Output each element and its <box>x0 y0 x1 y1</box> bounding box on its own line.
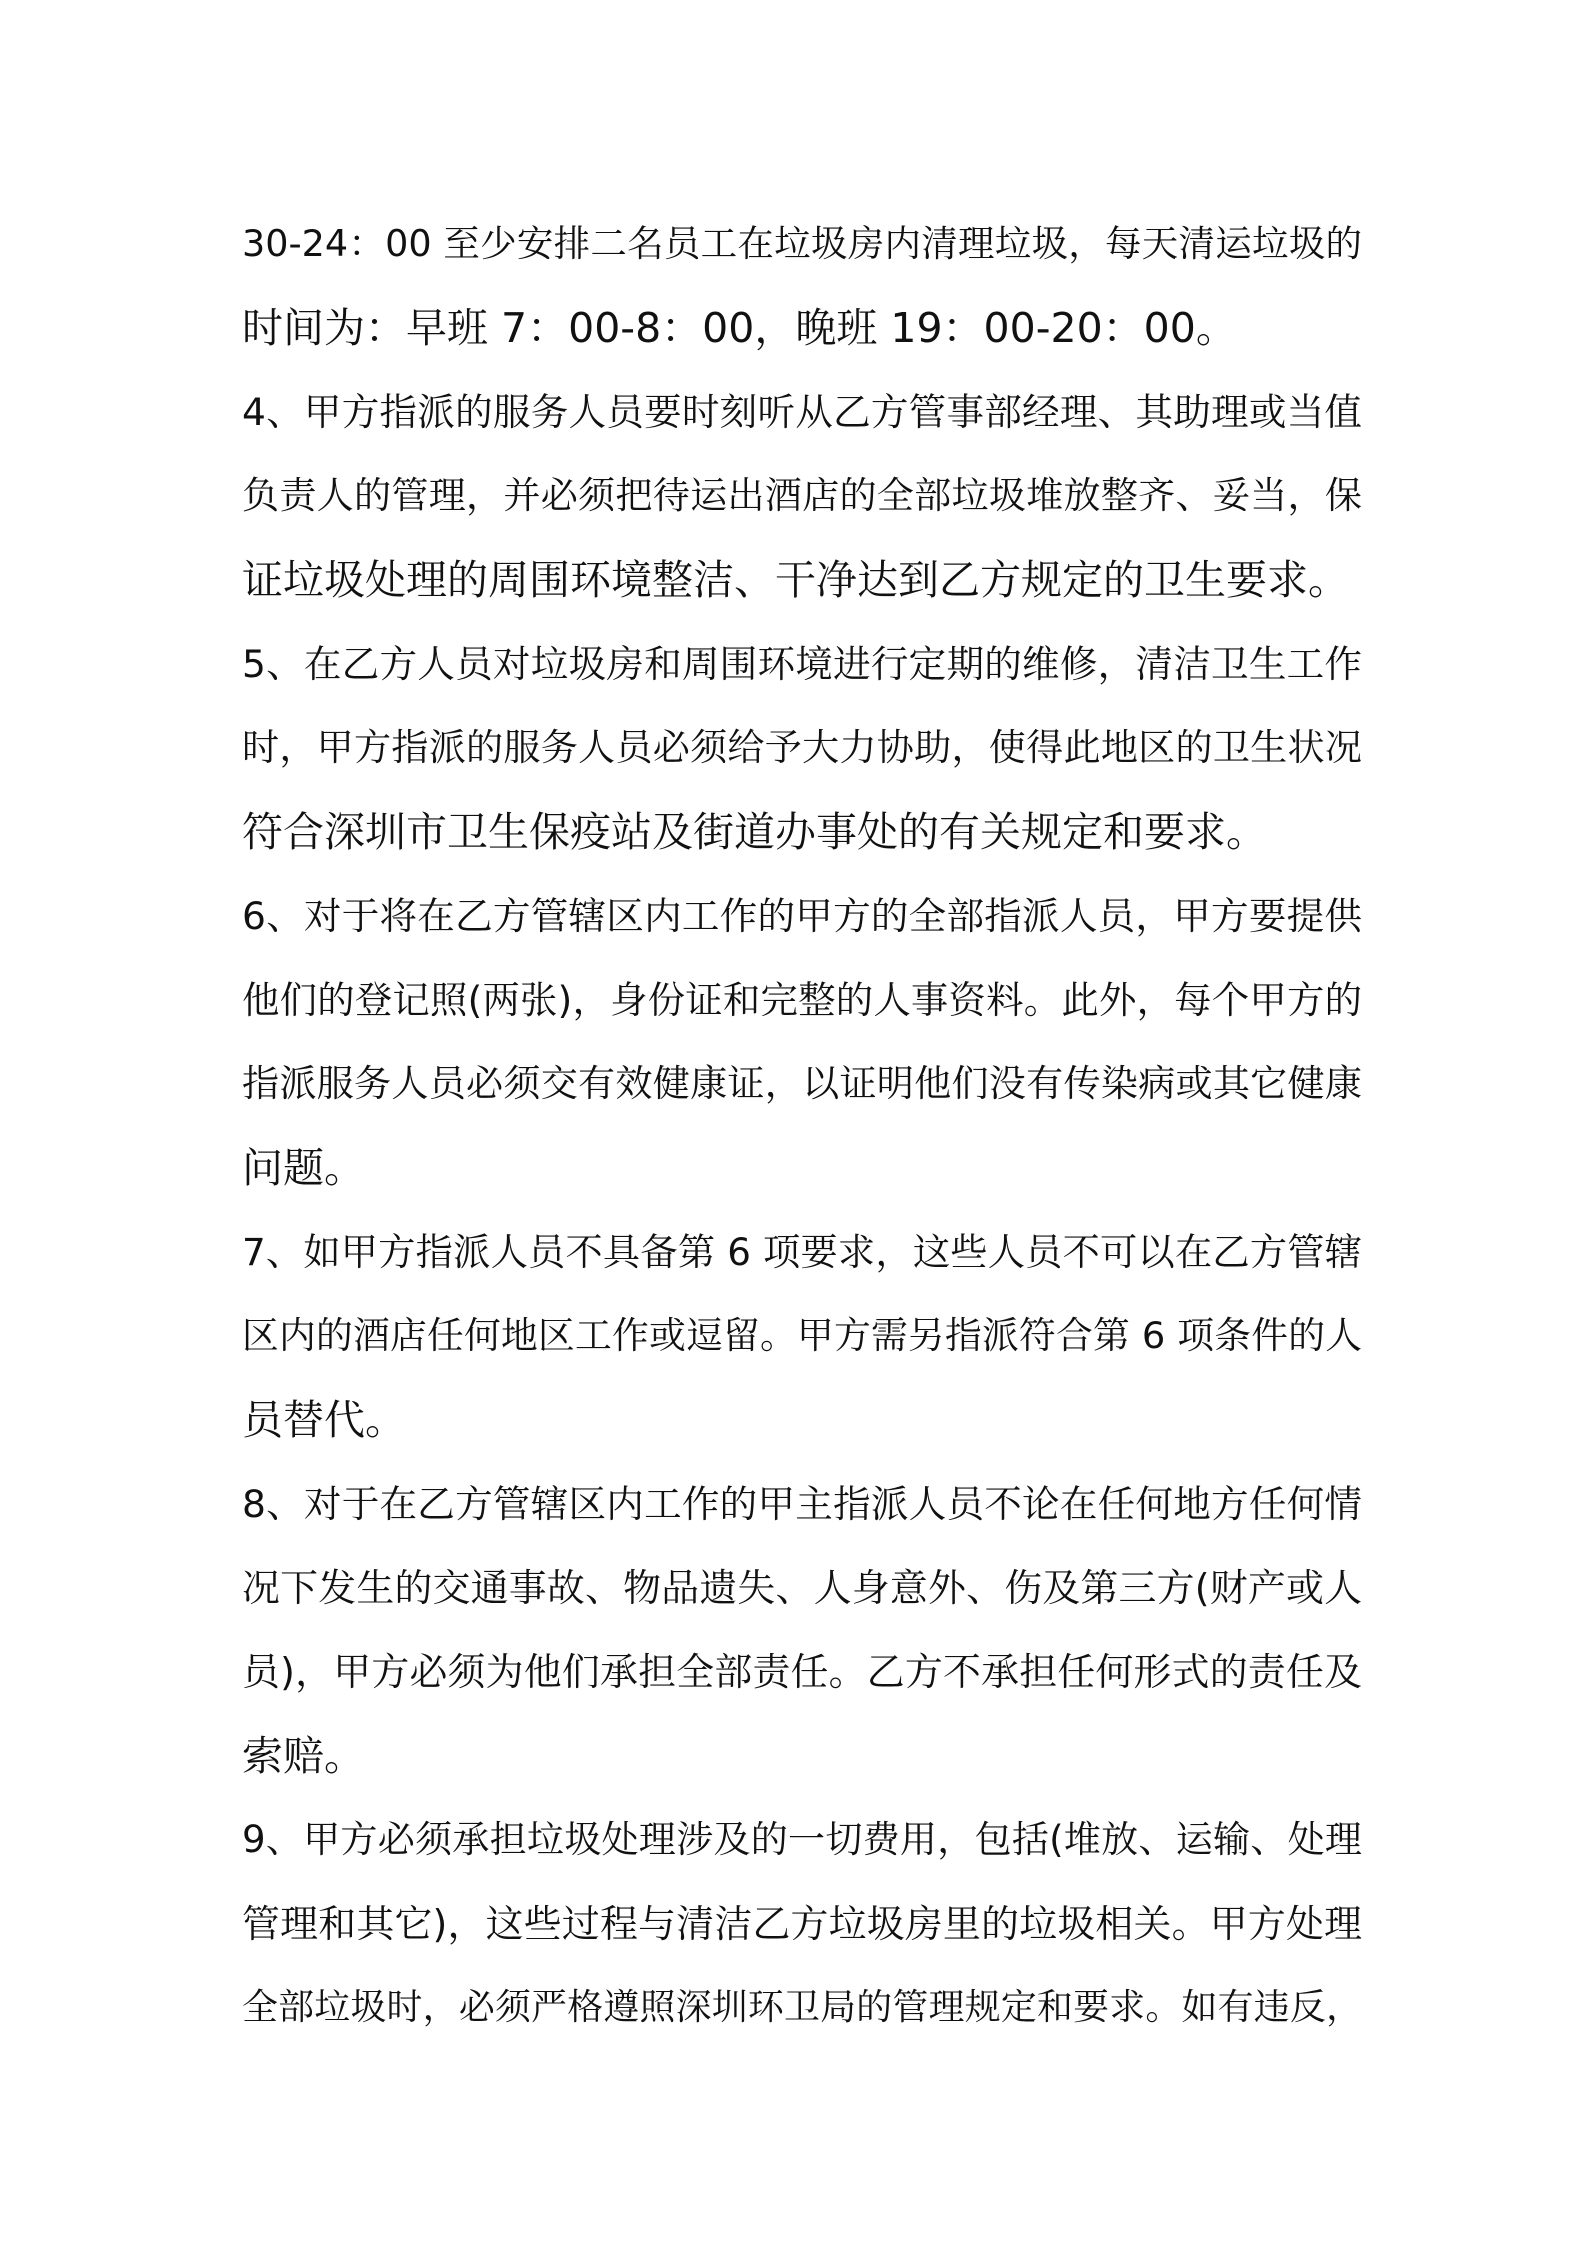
text-line: 他们的登记照(两张)，身份证和完整的人事资料。此外，每个甲方的 <box>242 978 1362 1022</box>
text-line: 况下发生的交通事故、物品遗失、人身意外、伤及第三方(财产或人 <box>242 1566 1362 1610</box>
text-line: 员)，甲方必须为他们承担全部责任。乙方不承担任何形式的责任及 <box>242 1650 1362 1694</box>
text-line: 8、对于在乙方管辖区内工作的甲主指派人员不论在任何地方任何情 <box>242 1482 1362 1526</box>
text-line: 管理和其它)，这些过程与清洁乙方垃圾房里的垃圾相关。甲方处理 <box>242 1902 1362 1946</box>
text-line: 时，甲方指派的服务人员必须给予大力协助，使得此地区的卫生状况 <box>242 726 1362 769</box>
text-line: 符合深圳市卫生保疫站及街道办事处的有关规定和要求。 <box>242 808 1267 856</box>
text-line: 7、如甲方指派人员不具备第 6 项要求，这些人员不可以在乙方管辖 <box>242 1230 1362 1274</box>
text-line: 员替代。 <box>242 1396 406 1444</box>
text-line: 全部垃圾时，必须严格遵照深圳环卫局的管理规定和要求。如有违反， <box>242 1987 1362 2028</box>
text-line: 负责人的管理，并必须把待运出酒店的全部垃圾堆放整齐、妥当，保 <box>242 474 1362 517</box>
text-line: 30-24：00 至少安排二名员工在垃圾房内清理垃圾，每天清运垃圾的 <box>242 222 1362 265</box>
text-line: 证垃圾处理的周围环境整洁、干净达到乙方规定的卫生要求。 <box>242 556 1349 604</box>
text-line: 5、在乙方人员对垃圾房和周围环境进行定期的维修，清洁卫生工作 <box>242 642 1362 686</box>
text-line: 9、甲方必须承担垃圾处理涉及的一切费用，包括(堆放、运输、处理 <box>242 1818 1362 1861</box>
document-body <box>242 202 1362 2050</box>
text-line: 指派服务人员必须交有效健康证，以证明他们没有传染病或其它健康 <box>242 1062 1362 1105</box>
text-line: 问题。 <box>242 1144 365 1192</box>
text-line: 6、对于将在乙方管辖区内工作的甲方的全部指派人员，甲方要提供 <box>242 894 1362 938</box>
text-line: 时间为：早班 7：00-8：00，晚班 19：00-20：00。 <box>242 304 1237 352</box>
text-line: 索赔。 <box>242 1732 365 1780</box>
text-line: 4、甲方指派的服务人员要时刻听从乙方管事部经理、其助理或当值 <box>242 390 1362 434</box>
text-line: 区内的酒店任何地区工作或逗留。甲方需另指派符合第 6 项条件的人 <box>242 1314 1362 1357</box>
